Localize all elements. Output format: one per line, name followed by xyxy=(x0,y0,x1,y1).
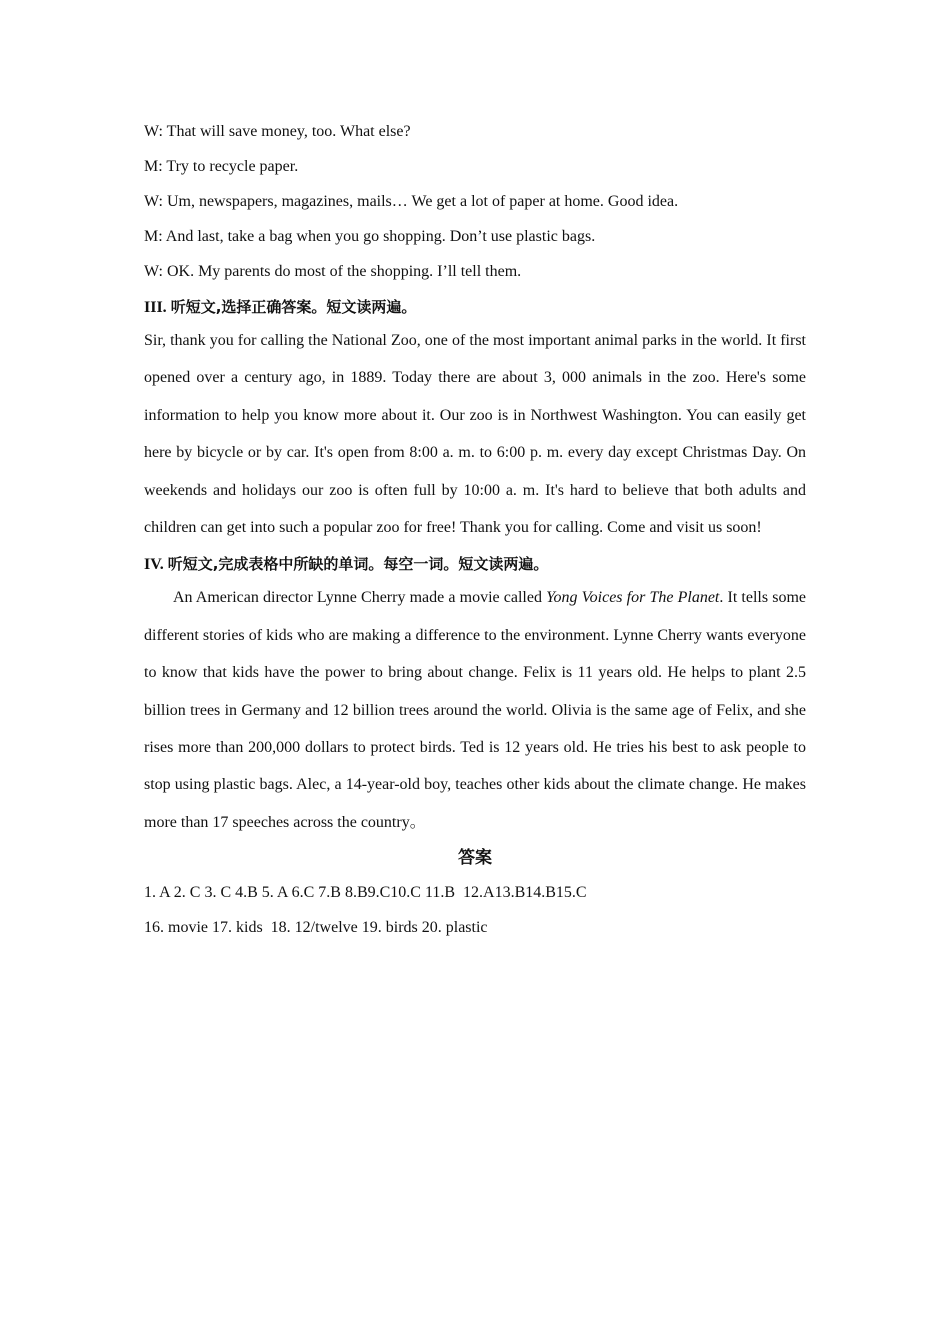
answers-line-1: 1. A 2. C 3. C 4.B 5. A 6.C 7.B 8.B9.C10.C 11.B 12.A13.B14.B15.C xyxy=(144,884,587,902)
section-4-heading xyxy=(144,550,806,579)
dialogue-line: W: That will save money, too. What else? xyxy=(144,123,411,140)
movie-title: Yong Voices for The Planet xyxy=(546,589,720,607)
section-4-title: 听短文,完成表格中所缺的单词。每空一词。短文读两遍。 xyxy=(167,555,549,574)
answers-title: 答案 xyxy=(458,848,492,869)
passage-start: An American director Lynne Cherry made a movie called xyxy=(173,589,547,607)
section-4-number: IV. xyxy=(144,556,164,574)
section-4-passage xyxy=(144,579,806,841)
section-3-title: 听短文,选择正确答案。短文读两遍。 xyxy=(170,298,417,316)
dialogue-line: W: OK. My parents do most of the shopping. I’ll tell them. xyxy=(144,263,522,280)
document-page xyxy=(144,114,806,945)
dialogue-line: W: Um, newspapers, magazines, mails… We get a lot of paper at home. Good idea. xyxy=(144,193,679,210)
answers-line-2: 16. movie 17. kids 18. 12/twelve 19. birds 20. plastic xyxy=(144,919,488,937)
section-3-number: III. xyxy=(144,299,167,316)
dialogue-line: M: And last, take a bag when you go shopping. Don’t use plastic bags. xyxy=(144,228,596,245)
dialogue-line: M: Try to recycle paper. xyxy=(144,158,299,175)
section-3-passage: Sir, thank you for calling the National Zoo, one of the most important animal parks in the world. It first opened over a century ago, in 1889. Today there are about 3, 000 animals in the zoo. Here's some information to help you know more about it. Our zoo is in Northwest Washington. You can easily get here by bicycle or by car. It's open from 8:00 a. m. to 6:00 p. m. every day except Christmas Day. On weekends and holidays our zoo is often full by 10:00 a. m. It's hard to believe that both adults and children can get into such a popular zoo for free! Thank you for calling. Come and visit us soon! xyxy=(144,332,806,537)
passage-rest: . It tells some different stories of kids who are making a difference to the environment. Lynne Cherry wants everyone to know that kids have the power to bring about change. Felix is 11 years old. He helps to plant 2.5 billion trees in Germany and 12 billion trees around the world. Olivia is the same age of Felix, and she rises more than 200,000 dollars to protect birds. Ted is 12 years old. He tries his best to ask people to stop using plastic bags. Alec, a 14-year-old boy, teaches other kids about the climate change. He makes more than 17 speeches across the country。 xyxy=(144,589,807,831)
section-3-heading xyxy=(144,293,806,322)
